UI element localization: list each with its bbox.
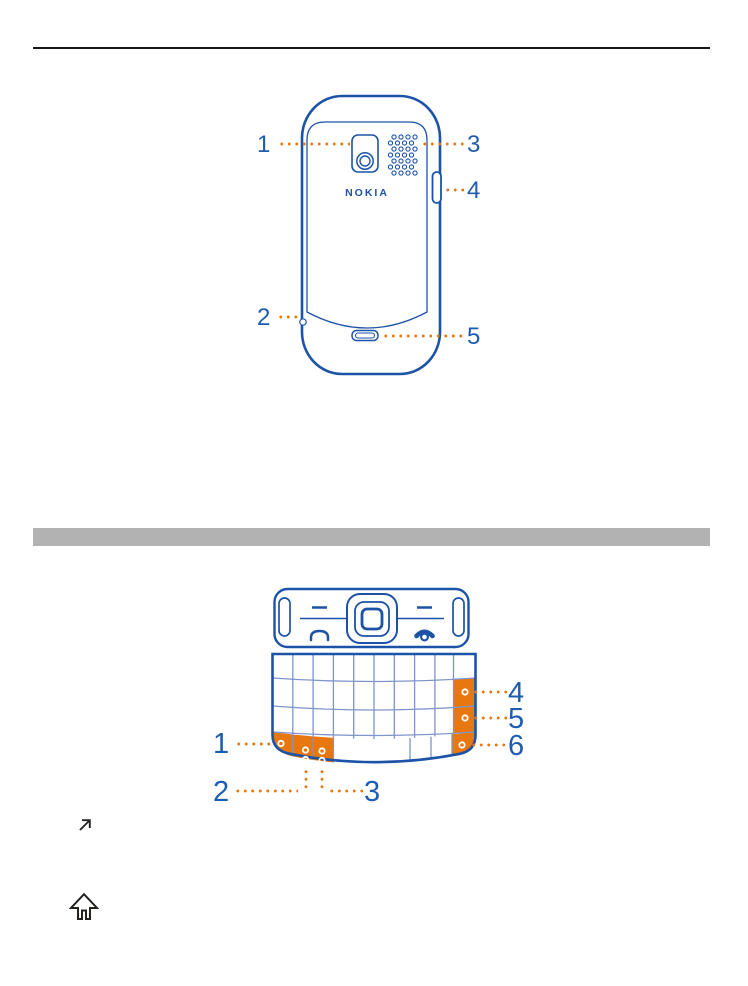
section-divider-bar bbox=[33, 528, 710, 546]
leader-kbd-3-vertical bbox=[320, 768, 324, 792]
leader-back-2 bbox=[277, 315, 298, 319]
callout-kbd-5: 5 bbox=[508, 702, 525, 735]
leader-kbd-6 bbox=[470, 743, 507, 747]
navi-key-center bbox=[362, 609, 382, 629]
callout-kbd-6: 6 bbox=[508, 729, 525, 762]
leader-back-5 bbox=[382, 334, 465, 338]
side-key bbox=[433, 172, 442, 203]
callout-markers bbox=[278, 689, 467, 763]
top-rule bbox=[33, 47, 710, 49]
left-bumper bbox=[279, 598, 290, 636]
leader-back-1 bbox=[278, 142, 350, 146]
leader-back-4 bbox=[444, 188, 465, 192]
keyboard-diagram bbox=[270, 585, 482, 775]
callout-back-3: 3 bbox=[467, 131, 481, 158]
phone-back-diagram bbox=[250, 90, 500, 390]
leader-kbd-2-vertical bbox=[304, 768, 308, 792]
bottom-hole bbox=[300, 319, 306, 325]
callout-back-4: 4 bbox=[467, 177, 481, 204]
nokia-logo: NOKIA bbox=[345, 187, 389, 199]
callout-kbd-1: 1 bbox=[213, 728, 230, 760]
shift-icon bbox=[69, 892, 99, 921]
callout-kbd-2: 2 bbox=[213, 775, 230, 808]
leader-back-3 bbox=[421, 142, 465, 146]
callout-back-1: 1 bbox=[257, 131, 271, 158]
leader-kbd-5 bbox=[472, 716, 507, 720]
right-bumper bbox=[453, 598, 464, 636]
callout-kbd-3: 3 bbox=[364, 775, 381, 808]
leader-kbd-4 bbox=[472, 690, 507, 694]
arrow-up-right-icon bbox=[77, 817, 93, 833]
leader-kbd-1 bbox=[235, 742, 273, 746]
callout-back-2: 2 bbox=[257, 303, 271, 331]
callout-kbd-4: 4 bbox=[508, 676, 525, 709]
callout-back-5: 5 bbox=[467, 322, 481, 350]
leader-kbd-2 bbox=[234, 789, 298, 793]
leader-kbd-3 bbox=[328, 789, 363, 793]
